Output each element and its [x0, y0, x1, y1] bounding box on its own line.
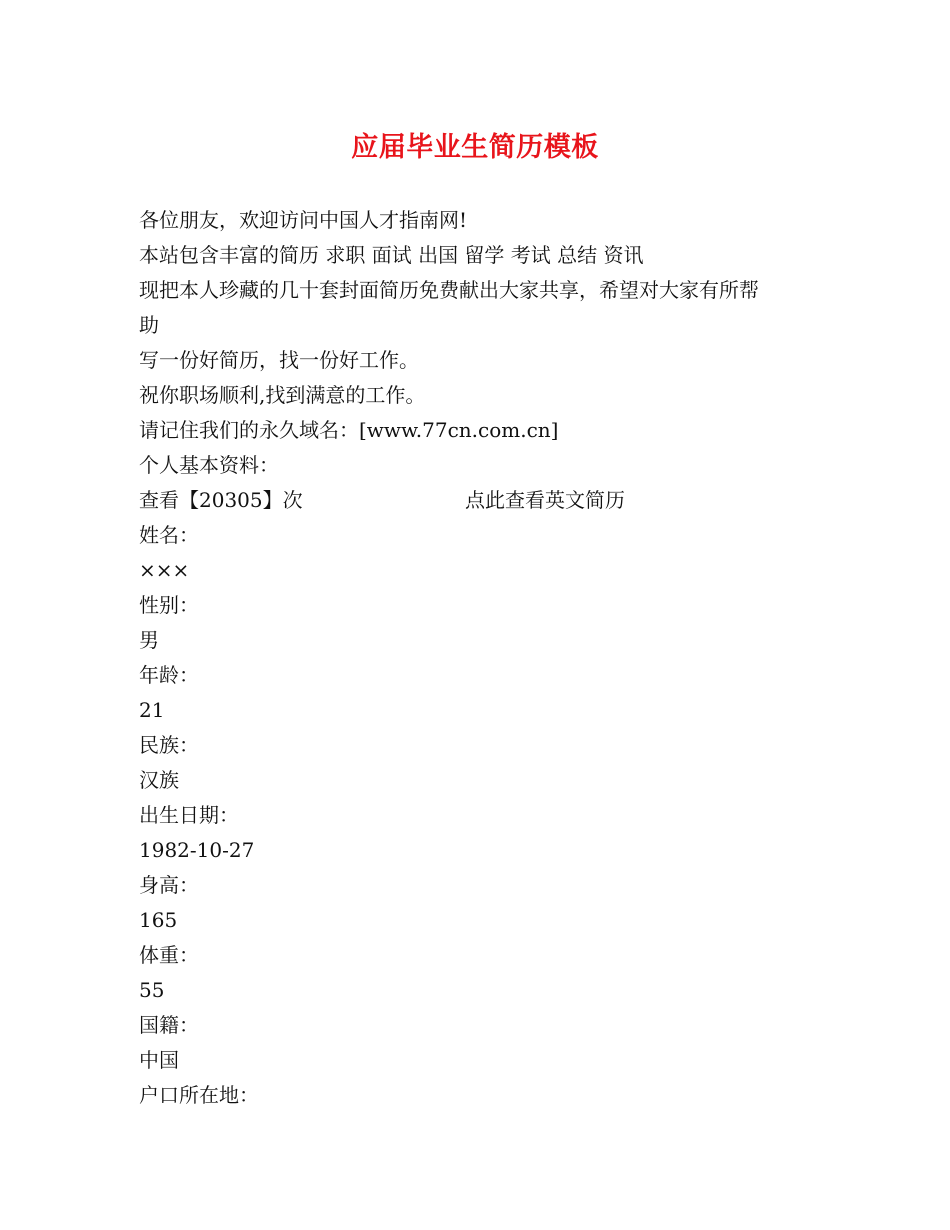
field-label: 身高： — [139, 873, 199, 897]
field-label: 性别： — [139, 593, 199, 617]
field-value: 55 — [139, 978, 165, 1002]
field-label: 国籍： — [139, 1013, 199, 1037]
field-nationality — [139, 1008, 829, 1078]
field-gender — [139, 588, 829, 658]
intro-line-share: 现把本人珍藏的几十套封面简历免费献出大家共享，希望对大家有所帮 — [139, 278, 759, 302]
field-label: 体重： — [139, 943, 199, 967]
page-title: 应届毕业生简历模板 — [351, 132, 599, 163]
field-value: 1982-10-27 — [139, 838, 255, 862]
field-value: 中国 — [139, 1048, 179, 1072]
intro-line-share-cont: 助 — [139, 313, 159, 337]
field-value: 汉族 — [139, 768, 179, 792]
intro-line-site-content: 本站包含丰富的简历 求职 面试 出国 留学 考试 总结 资讯 — [139, 243, 644, 267]
field-value: 男 — [139, 628, 159, 652]
intro-line-wish: 祝你职场顺利,找到满意的工作。 — [139, 383, 426, 407]
field-value: 165 — [139, 908, 178, 932]
intro-line-good-resume: 写一份好简历，找一份好工作。 — [139, 348, 419, 372]
section-heading-basic-info: 个人基本资料： — [139, 453, 279, 477]
field-birth-date — [139, 798, 829, 868]
field-ethnicity — [139, 728, 829, 798]
field-age — [139, 658, 829, 728]
intro-line-domain: 请记住我们的永久域名：[www.77cn.com.cn] — [139, 418, 559, 442]
view-count-text: 查看【20305】次 — [139, 488, 303, 512]
field-label: 出生日期： — [139, 803, 239, 827]
field-hukou — [139, 1078, 829, 1113]
intro-line-welcome: 各位朋友，欢迎访问中国人才指南网! — [139, 208, 468, 232]
field-height — [139, 868, 829, 938]
document-body — [139, 203, 829, 1113]
field-label: 户口所在地： — [139, 1083, 259, 1107]
field-label: 年龄： — [139, 663, 199, 687]
field-name — [139, 518, 829, 588]
field-label: 民族： — [139, 733, 199, 757]
views-row — [139, 483, 829, 518]
field-value: ××× — [139, 558, 190, 582]
field-label: 姓名： — [139, 523, 199, 547]
field-value: 21 — [139, 698, 165, 722]
field-weight — [139, 938, 829, 1008]
english-resume-link[interactable]: 点此查看英文简历 — [465, 488, 625, 512]
